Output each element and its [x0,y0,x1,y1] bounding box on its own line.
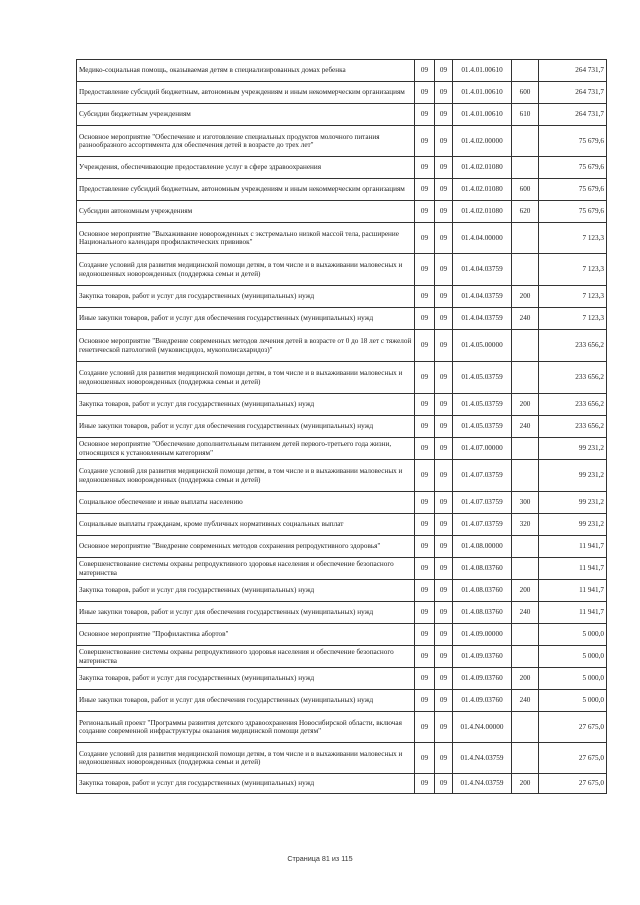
cell-section: 09 [415,126,435,157]
cell-subsection: 09 [435,536,453,558]
cell-subsection: 09 [435,82,453,104]
cell-amount: 75 679,6 [539,201,607,223]
table-row [77,558,607,580]
cell-section: 09 [415,438,435,460]
cell-amount: 75 679,6 [539,126,607,157]
cell-section: 09 [415,580,435,602]
cell-section: 09 [415,223,435,254]
cell-amount: 99 231,2 [539,438,607,460]
budget-table-body [77,60,607,794]
cell-subsection: 09 [435,126,453,157]
cell-section: 09 [415,646,435,668]
cell-section: 09 [415,201,435,223]
cell-expense-type: 600 [512,179,539,201]
cell-section: 09 [415,712,435,743]
cell-name: Социальные выплаты гражданам, кроме публичных нормативных социальных выплат [77,514,415,536]
cell-expense-type: 200 [512,774,539,794]
cell-expense-type: 240 [512,416,539,438]
cell-name: Предоставление субсидий бюджетным, автономным учреждениям и иным некоммерческим организациям [77,179,415,201]
cell-section: 09 [415,362,435,394]
cell-section: 09 [415,179,435,201]
cell-amount: 7 123,3 [539,286,607,308]
cell-target-article: 01.4.01.00610 [453,82,512,104]
cell-target-article: 01.4.09.03760 [453,690,512,712]
cell-amount: 7 123,3 [539,254,607,286]
cell-amount: 11 941,7 [539,536,607,558]
cell-name: Создание условий для развития медицинской помощи детям, в том числе и в выхаживании маловесных и недоношенных новорожденных (поддержка семьи и детей) [77,254,415,286]
cell-amount: 233 656,2 [539,362,607,394]
cell-expense-type: 300 [512,492,539,514]
cell-target-article: 01.4.08.03760 [453,558,512,580]
cell-target-article: 01.4.02.00000 [453,126,512,157]
table-row [77,330,607,362]
cell-name: Закупка товаров, работ и услуг для государственных (муниципальных) нужд [77,580,415,602]
cell-section: 09 [415,254,435,286]
cell-section: 09 [415,157,435,179]
cell-subsection: 09 [435,514,453,536]
cell-amount: 264 731,7 [539,82,607,104]
cell-expense-type [512,712,539,743]
cell-section: 09 [415,60,435,82]
cell-subsection: 09 [435,558,453,580]
cell-expense-type: 200 [512,580,539,602]
cell-expense-type: 240 [512,602,539,624]
cell-amount: 99 231,2 [539,514,607,536]
cell-name: Совершенствование системы охраны репродуктивного здоровья населения и обеспечение безопасного материнства [77,646,415,668]
cell-section: 09 [415,602,435,624]
cell-subsection: 09 [435,602,453,624]
cell-expense-type: 200 [512,286,539,308]
cell-expense-type [512,646,539,668]
cell-section: 09 [415,624,435,646]
cell-target-article: 01.4.08.03760 [453,602,512,624]
cell-expense-type: 240 [512,690,539,712]
cell-expense-type: 240 [512,308,539,330]
cell-target-article: 01.4.N4.03759 [453,743,512,774]
table-row [77,308,607,330]
table-row [77,438,607,460]
cell-subsection: 09 [435,743,453,774]
cell-name: Субсидии бюджетным учреждениям [77,104,415,126]
cell-amount: 11 941,7 [539,602,607,624]
budget-table [76,59,607,794]
table-row [77,201,607,223]
cell-amount: 27 675,0 [539,774,607,794]
cell-subsection: 09 [435,157,453,179]
cell-amount: 11 941,7 [539,580,607,602]
table-row [77,514,607,536]
cell-target-article: 01.4.02.01080 [453,201,512,223]
cell-name: Иные закупки товаров, работ и услуг для обеспечения государственных (муниципальных) нужд [77,690,415,712]
cell-subsection: 09 [435,438,453,460]
cell-amount: 264 731,7 [539,104,607,126]
cell-name: Иные закупки товаров, работ и услуг для обеспечения государственных (муниципальных) нужд [77,602,415,624]
cell-expense-type: 610 [512,104,539,126]
cell-amount: 75 679,6 [539,179,607,201]
cell-expense-type: 600 [512,82,539,104]
cell-name: Основное мероприятие "Внедрение современных методов сохранения репродуктивного здоровья" [77,536,415,558]
cell-target-article: 01.4.05.03759 [453,362,512,394]
table-row [77,157,607,179]
cell-name: Закупка товаров, работ и услуг для государственных (муниципальных) нужд [77,286,415,308]
cell-name: Основное мероприятие "Выхаживание новорожденных с экстремально низкой массой тела, расширение Национального календаря профилактических прививок" [77,223,415,254]
cell-section: 09 [415,690,435,712]
cell-name: Региональный проект "Программы развития детского здравоохранения Новосибирской области, включая создание современной инфраструктуры оказания медицинской помощи детям" [77,712,415,743]
cell-amount: 5 000,0 [539,646,607,668]
cell-expense-type [512,157,539,179]
cell-section: 09 [415,82,435,104]
cell-target-article: 01.4.09.03760 [453,646,512,668]
cell-subsection: 09 [435,394,453,416]
cell-amount: 99 231,2 [539,492,607,514]
cell-target-article: 01.4.02.01080 [453,157,512,179]
cell-target-article: 01.4.05.03759 [453,394,512,416]
cell-subsection: 09 [435,60,453,82]
cell-target-article: 01.4.09.03760 [453,668,512,690]
cell-expense-type [512,223,539,254]
cell-subsection: 09 [435,330,453,362]
cell-subsection: 09 [435,416,453,438]
cell-amount: 75 679,6 [539,157,607,179]
table-row [77,690,607,712]
cell-expense-type [512,254,539,286]
cell-subsection: 09 [435,179,453,201]
table-row [77,580,607,602]
cell-target-article: 01.4.04.03759 [453,254,512,286]
table-row [77,104,607,126]
cell-subsection: 09 [435,308,453,330]
cell-target-article: 01.4.N4.03759 [453,774,512,794]
cell-expense-type: 200 [512,668,539,690]
cell-amount: 264 731,7 [539,60,607,82]
cell-expense-type [512,438,539,460]
cell-expense-type [512,743,539,774]
cell-section: 09 [415,514,435,536]
cell-subsection: 09 [435,201,453,223]
cell-expense-type [512,536,539,558]
table-row [77,82,607,104]
cell-subsection: 09 [435,362,453,394]
cell-name: Учреждения, обеспечивающие предоставление услуг в сфере здравоохранения [77,157,415,179]
cell-target-article: 01.4.08.00000 [453,536,512,558]
cell-subsection: 09 [435,624,453,646]
cell-amount: 5 000,0 [539,690,607,712]
table-row [77,624,607,646]
cell-section: 09 [415,774,435,794]
table-row [77,223,607,254]
cell-name: Создание условий для развития медицинской помощи детям, в том числе и в выхаживании маловесных и недоношенных новорожденных (поддержка семьи и детей) [77,743,415,774]
cell-subsection: 09 [435,668,453,690]
cell-amount: 233 656,2 [539,330,607,362]
cell-amount: 5 000,0 [539,624,607,646]
cell-amount: 99 231,2 [539,460,607,492]
cell-subsection: 09 [435,690,453,712]
table-row [77,602,607,624]
cell-name: Закупка товаров, работ и услуг для государственных (муниципальных) нужд [77,668,415,690]
cell-name: Создание условий для развития медицинской помощи детям, в том числе и в выхаживании маловесных и недоношенных новорожденных (поддержка семьи и детей) [77,460,415,492]
cell-subsection: 09 [435,492,453,514]
cell-expense-type: 320 [512,514,539,536]
table-row [77,460,607,492]
cell-section: 09 [415,104,435,126]
cell-amount: 7 123,3 [539,223,607,254]
table-row [77,254,607,286]
cell-subsection: 09 [435,712,453,743]
table-row [77,774,607,794]
cell-expense-type [512,558,539,580]
cell-expense-type [512,330,539,362]
cell-expense-type [512,460,539,492]
cell-amount: 27 675,0 [539,743,607,774]
cell-expense-type [512,126,539,157]
cell-subsection: 09 [435,460,453,492]
table-row [77,712,607,743]
cell-target-article: 01.4.04.03759 [453,286,512,308]
cell-amount: 27 675,0 [539,712,607,743]
table-row [77,394,607,416]
cell-subsection: 09 [435,104,453,126]
table-row [77,646,607,668]
cell-section: 09 [415,492,435,514]
cell-amount: 7 123,3 [539,308,607,330]
cell-expense-type: 620 [512,201,539,223]
cell-expense-type [512,624,539,646]
cell-amount: 11 941,7 [539,558,607,580]
cell-target-article: 01.4.05.03759 [453,416,512,438]
cell-amount: 233 656,2 [539,394,607,416]
cell-name: Иные закупки товаров, работ и услуг для обеспечения государственных (муниципальных) нужд [77,308,415,330]
cell-section: 09 [415,743,435,774]
table-row [77,60,607,82]
cell-subsection: 09 [435,580,453,602]
cell-name: Закупка товаров, работ и услуг для государственных (муниципальных) нужд [77,774,415,794]
cell-target-article: 01.4.07.03759 [453,460,512,492]
cell-target-article: 01.4.07.03759 [453,514,512,536]
table-row [77,416,607,438]
cell-subsection: 09 [435,223,453,254]
cell-target-article: 01.4.07.00000 [453,438,512,460]
cell-name: Совершенствование системы охраны репродуктивного здоровья населения и обеспечение безопасного материнства [77,558,415,580]
cell-subsection: 09 [435,774,453,794]
table-row [77,743,607,774]
cell-target-article: 01.4.04.03759 [453,308,512,330]
cell-subsection: 09 [435,286,453,308]
cell-target-article: 01.4.N4.00000 [453,712,512,743]
cell-name: Предоставление субсидий бюджетным, автономным учреждениям и иным некоммерческим организациям [77,82,415,104]
cell-target-article: 01.4.08.03760 [453,580,512,602]
cell-name: Субсидии автономным учреждениям [77,201,415,223]
cell-amount: 5 000,0 [539,668,607,690]
cell-name: Основное мероприятие "Профилактика абортов" [77,624,415,646]
cell-expense-type [512,60,539,82]
cell-section: 09 [415,330,435,362]
cell-section: 09 [415,536,435,558]
cell-name: Основное мероприятие "Обеспечение и изготовление специальных продуктов молочного питания разнообразного ассортимента для обеспечения детей в возрасте до трех лет" [77,126,415,157]
cell-target-article: 01.4.01.00610 [453,104,512,126]
cell-section: 09 [415,394,435,416]
cell-subsection: 09 [435,646,453,668]
cell-section: 09 [415,308,435,330]
cell-name: Создание условий для развития медицинской помощи детям, в том числе и в выхаживании маловесных и недоношенных новорожденных (поддержка семьи и детей) [77,362,415,394]
table-row [77,536,607,558]
cell-section: 09 [415,286,435,308]
cell-subsection: 09 [435,254,453,286]
page-footer: Страница 81 из 115 [287,854,353,863]
cell-target-article: 01.4.02.01080 [453,179,512,201]
table-row [77,492,607,514]
cell-target-article: 01.4.05.00000 [453,330,512,362]
cell-section: 09 [415,460,435,492]
table-row [77,126,607,157]
cell-target-article: 01.4.07.03759 [453,492,512,514]
cell-amount: 233 656,2 [539,416,607,438]
cell-target-article: 01.4.09.00000 [453,624,512,646]
cell-name: Иные закупки товаров, работ и услуг для обеспечения государственных (муниципальных) нужд [77,416,415,438]
table-row [77,286,607,308]
cell-name: Основное мероприятие "Внедрение современных методов лечения детей в возрасте от 0 до 18 лет с тяжелой генетической патологией (муковисцидоз, мукополисахаридоз)" [77,330,415,362]
cell-target-article: 01.4.04.00000 [453,223,512,254]
cell-section: 09 [415,416,435,438]
cell-name: Закупка товаров, работ и услуг для государственных (муниципальных) нужд [77,394,415,416]
cell-target-article: 01.4.01.00610 [453,60,512,82]
cell-expense-type: 200 [512,394,539,416]
cell-name: Медико-социальная помощь, оказываемая детям в специализированных домах ребенка [77,60,415,82]
cell-section: 09 [415,558,435,580]
cell-name: Основное мероприятие "Обеспечение дополнительным питанием детей первого-третьего года жизни, относящихся к установленным категориям" [77,438,415,460]
table-row [77,179,607,201]
cell-name: Социальное обеспечение и иные выплаты населению [77,492,415,514]
table-row [77,668,607,690]
table-row [77,362,607,394]
cell-section: 09 [415,668,435,690]
cell-expense-type [512,362,539,394]
